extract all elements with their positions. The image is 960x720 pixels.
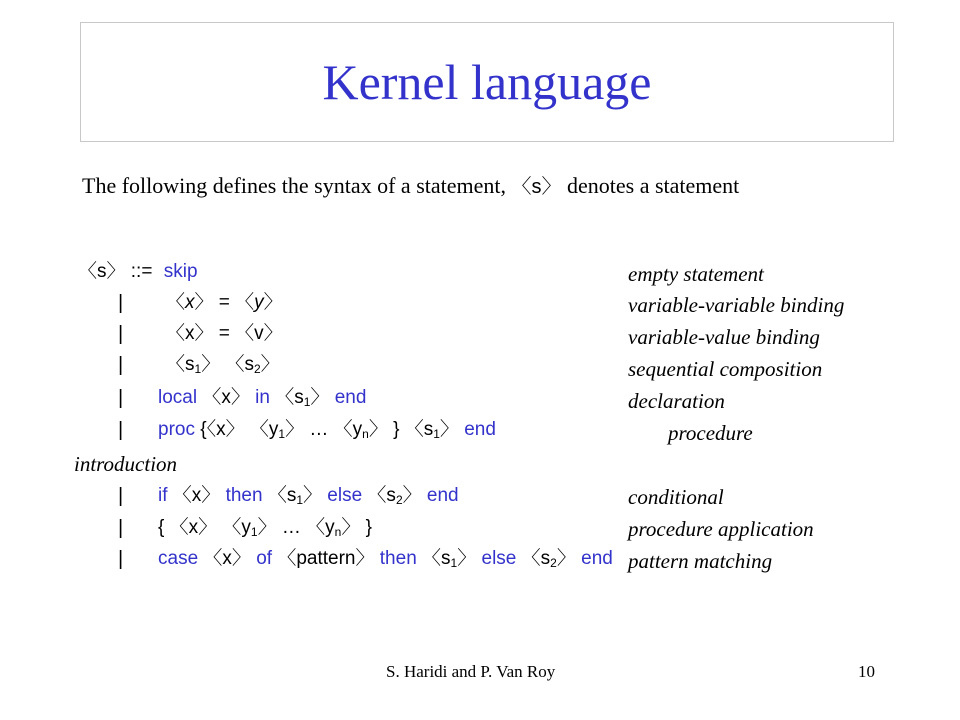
grammar-row-proc: proc {〈x〉 〈$y_1$〉 … 〈$y_n$〉 } 〈$s_1$〉 end (158, 419, 496, 441)
desc-decl: declaration (628, 389, 725, 413)
intro-after: denotes a statement (567, 173, 740, 198)
grammar-bar: | (118, 517, 124, 539)
grammar-row-var-val: 〈x〉 = 〈v〉 (166, 323, 283, 344)
rule-lhs: 〈s〉 ::= (78, 261, 153, 282)
grammar-row-if: if 〈x〉 then 〈$s_1$〉 else 〈$s_2$〉 end (158, 485, 459, 507)
intro-text (82, 170, 739, 199)
grammar-bar: | (118, 548, 124, 570)
grammar-bar: | (118, 323, 124, 345)
desc-cond: conditional (628, 485, 724, 509)
grammar-bar: | (118, 485, 124, 507)
grammar-row-local: local 〈x〉 in 〈$s_1$〉 end (158, 387, 367, 409)
keyword-skip: skip (163, 261, 198, 282)
intro-symbol: 〈s〉 (511, 176, 562, 198)
grammar-bar: | (118, 419, 124, 441)
desc-var-val: variable-value binding (628, 325, 820, 349)
desc-app: procedure application (628, 517, 814, 541)
desc-seq: sequential composition (628, 357, 823, 381)
grammar-row-skip (78, 260, 198, 284)
grammar-bar: | (118, 387, 124, 409)
desc-case: pattern matching (628, 549, 773, 573)
grammar-bar: | (118, 292, 124, 314)
grammar-row-case: case 〈x〉 of 〈pattern〉 then 〈$s_1$〉 else 〈$s_2$〉 end (158, 548, 613, 570)
intro-before: The following defines the syntax of a statement, (82, 173, 506, 198)
grammar-row-var-var: 〈x〉 = 〈y〉 (166, 292, 283, 313)
grammar-row-app: { 〈x〉 〈$y_1$〉 … 〈$y_n$〉 } (158, 517, 372, 539)
desc-proc-2: introduction (74, 452, 178, 476)
slide-title: Kernel language (322, 54, 652, 110)
grammar-row-seq: 〈$s_1$〉 〈$s_2$〉 (166, 354, 280, 376)
grammar-bar: | (118, 354, 124, 376)
desc-proc-1: procedure (668, 421, 753, 445)
footer-authors: S. Haridi and P. Van Roy (386, 662, 556, 681)
desc-skip: empty statement (628, 262, 764, 286)
footer-page-number: 10 (858, 662, 875, 681)
title-box (80, 22, 894, 142)
desc-var-var: variable-variable binding (628, 293, 845, 317)
